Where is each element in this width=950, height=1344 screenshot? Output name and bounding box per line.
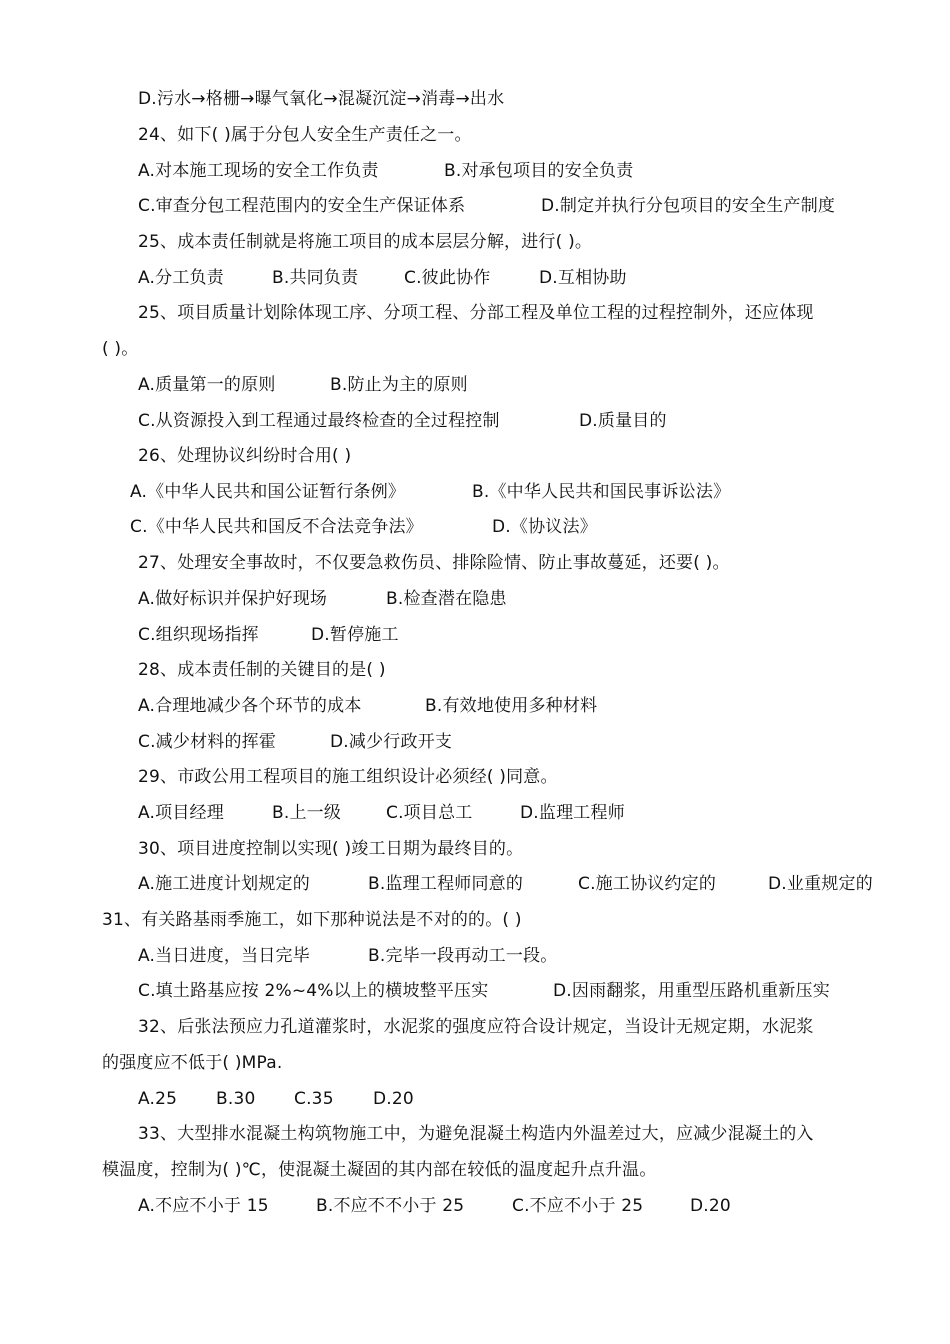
option-a: A.当日进度，当日完毕 [138,946,310,966]
question-32: 32、后张法预应力孔道灌浆时，水泥浆的强度应符合设计规定，当设计无规定期，水泥浆 [138,1017,814,1037]
option-d: D.暂停施工 [311,625,399,645]
option-b: B.《中华人民共和国民事诉讼法》 [472,482,731,502]
option-d: D.质量目的 [579,411,667,431]
option-c: C.填土路基应按 2%~4%以上的横坡整平压实 [138,981,489,1001]
option-d: D.业重规定的 [768,874,873,894]
option-c: C.施工协议约定的 [578,874,717,894]
option-b: B.完毕一段再动工一段。 [368,946,558,966]
question-24: 24、如下( )属于分包人安全生产责任之一。 [138,125,472,145]
option-d: D.因雨翻浆，用重型压路机重新压实 [553,981,830,1001]
option-c: C.审查分包工程范围内的安全生产保证体系 [138,196,466,216]
option-b: B.有效地使用多种材料 [425,696,598,716]
option-a: A.25 [138,1089,178,1109]
option-c: C.不应不小于 25 [512,1196,644,1216]
option-d: D.制定并执行分包项目的安全生产制度 [541,196,836,216]
option-c: C.组织现场指挥 [138,625,259,645]
option-a: A.项目经理 [138,803,224,823]
option-b: B.30 [216,1089,256,1109]
option-a: A.做好标识并保护好现场 [138,589,328,609]
option-c: C.彼此协作 [404,268,491,288]
option-a: A.合理地减少各个环节的成本 [138,696,362,716]
option-b: B.不应不不小于 25 [316,1196,465,1216]
question-31: 31、有关路基雨季施工，如下那种说法是不对的的。( ) [102,910,522,930]
option-d: D.20 [690,1196,731,1216]
option-line: D.污水→格栅→曝气氧化→混凝沉淀→消毒→出水 [138,89,505,109]
option-d: D.《协议法》 [492,517,597,537]
question-25b-cont: ( )。 [102,339,139,359]
option-d: D.互相协助 [539,268,627,288]
option-b: B.对承包项目的安全负责 [444,161,634,181]
option-a: A.分工负责 [138,268,224,288]
question-26: 26、处理协议纠纷时合用( ) [138,446,352,466]
question-30: 30、项目进度控制以实现( )竣工日期为最终目的。 [138,839,524,859]
option-c: C.《中华人民共和国反不合法竞争法》 [130,517,423,537]
option-a: A.对本施工现场的安全工作负责 [138,161,379,181]
question-28: 28、成本责任制的关键目的是( ) [138,660,386,680]
question-27: 27、处理安全事故时，不仅要急救伤员、排除险情、防止事故蔓延，还要( )。 [138,553,730,573]
option-b: B.检查潜在隐患 [386,589,507,609]
question-32-cont: 的强度应不低于( )MPa. [102,1053,283,1073]
option-b: B.共同负责 [272,268,359,288]
option-a: A.《中华人民共和国公证暂行条例》 [130,482,406,502]
question-33-cont: 模温度，控制为( )℃，使混凝土凝固的其内部在较低的温度起升点升温。 [102,1160,657,1180]
option-d: D.监理工程师 [520,803,625,823]
option-b: B.防止为主的原则 [330,375,468,395]
question-29: 29、市政公用工程项目的施工组织设计必须经( )同意。 [138,767,558,787]
option-c: C.减少材料的挥霍 [138,732,277,752]
option-d: D.减少行政开支 [330,732,453,752]
option-a: A.不应不小于 15 [138,1196,269,1216]
question-25a: 25、成本责任制就是将施工项目的成本层层分解，进行( )。 [138,232,593,252]
option-a: A.质量第一的原则 [138,375,276,395]
option-b: B.监理工程师同意的 [368,874,524,894]
option-c: C.从资源投入到工程通过最终检查的全过程控制 [138,411,500,431]
option-c: C.项目总工 [386,803,473,823]
question-33: 33、大型排水混凝土构筑物施工中，为避免混凝土构造内外温差过大，应减少混凝土的入 [138,1124,814,1144]
option-b: B.上一级 [272,803,342,823]
question-25b: 25、项目质量计划除体现工序、分项工程、分部工程及单位工程的过程控制外，还应体现 [138,303,814,323]
option-d: D.20 [373,1089,414,1109]
option-a: A.施工进度计划规定的 [138,874,310,894]
option-c: C.35 [294,1089,334,1109]
